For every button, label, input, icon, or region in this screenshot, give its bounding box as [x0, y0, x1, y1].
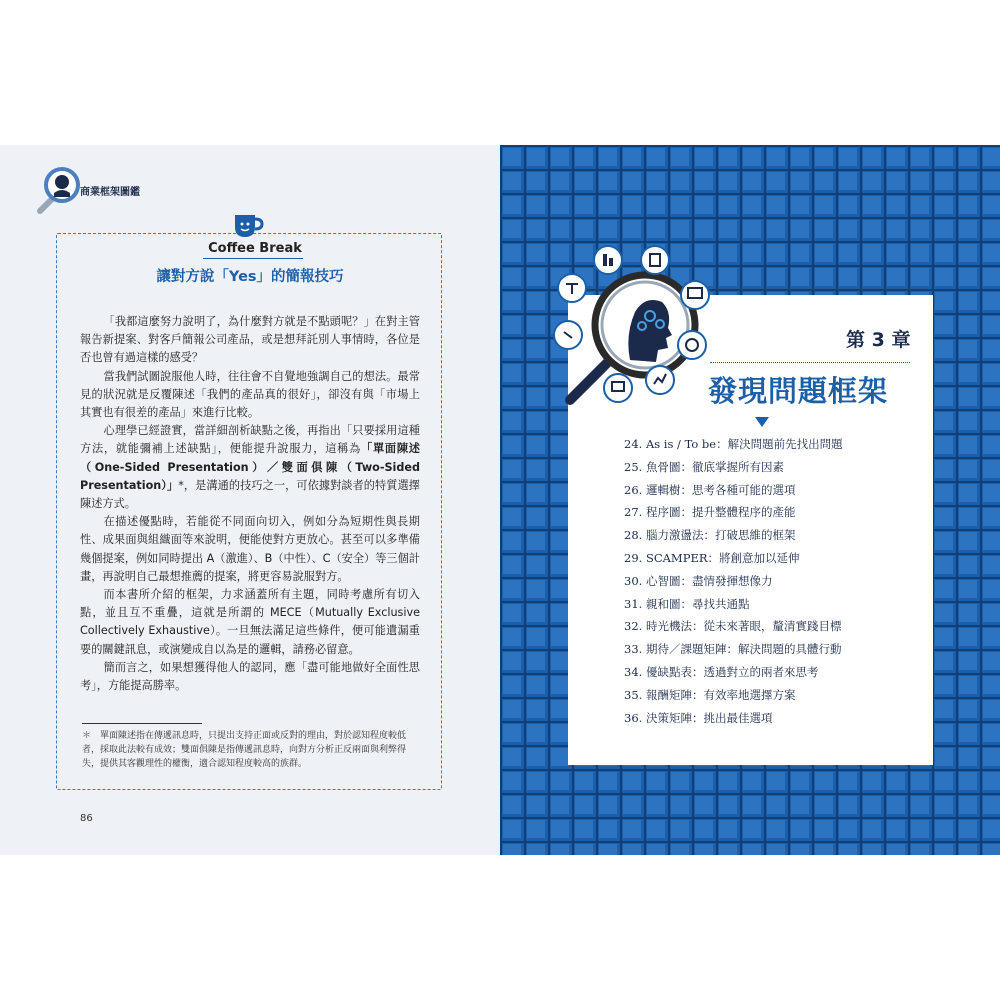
- toc-item: 31. 親和圖：尋找共通點: [624, 596, 750, 611]
- paragraph: 簡而言之，如果想獲得他人的認同，應「盡可能地做好全面性思考」，方能提高勝率。: [80, 660, 420, 693]
- chapter-title: 發現問題框架: [708, 374, 889, 408]
- coffee-break-underline: [203, 258, 303, 259]
- footnote-rule: [82, 723, 202, 724]
- toc-item: 27. 程序圖：提升整體程序的產能: [624, 505, 796, 520]
- toc-item: 25. 魚骨圖：徹底掌握所有因素: [624, 459, 784, 474]
- toc-item: 35. 報酬矩陣：有效率地選擇方案: [624, 687, 796, 702]
- table-of-contents: [624, 433, 924, 729]
- bold-term: 「單面陳述（One-Sided Presentation）／雙面俱陳（Two-Sided Presentation）」: [80, 442, 420, 492]
- left-page: [0, 145, 500, 855]
- coffee-break-label: Coffee Break: [208, 241, 302, 256]
- chapter-divider: [710, 362, 910, 363]
- toc-item: 33. 期待／課題矩陣：解決問題的具體行動: [624, 642, 842, 657]
- page-number: 86: [80, 813, 93, 824]
- toc-item: 24. As is / To be：解決問題前先找出問題: [624, 437, 843, 451]
- toc-item: 30. 心智圖：盡情發揮想像力: [624, 573, 773, 588]
- toc-item: 34. 優缺點表：透過對立的兩者來思考: [624, 664, 819, 679]
- toc-item: 29. SCAMPER：將創意加以延伸: [624, 550, 800, 565]
- paragraph: 「我都這麼努力說明了，為什麼對方就是不點頭呢？」在對主管報告新提案、對客戶簡報公司產品，或是想拜託別人事情時，各位是否也曾有過這樣的感受？: [80, 315, 420, 365]
- article-body: [80, 313, 420, 695]
- toc-item: 32. 時光機法：從未來著眼，釐清實踐目標: [624, 619, 842, 634]
- paragraph: 當我們試圖說服他人時，往往會不自覺地強調自己的想法。最常見的狀況就是反覆陳述「我們的產品真的很好」，卻沒有與「市場上其實也有很差的產品」來進行比較。: [80, 369, 420, 420]
- brand-title: 商業框架圖鑑: [80, 187, 140, 198]
- paragraph-text: 心理學已經證實，當詳細剖析缺點之後，再指出「只要採用這種方法，就能彌補上述缺點」，便能提升說服力，這稱為: [80, 424, 420, 456]
- coffee-cup-icon: [231, 211, 265, 239]
- book-spread: [0, 145, 1000, 855]
- paragraph: 在描述優點時，若能從不同面向切入，例如分為短期性與長期性、成果面與組織面等來說明，便能使對方更放心。甚至可以多準備幾個提案，例如同時提出 A（激進）、B（中性）、C（安全）等三個計畫，再說明自己最想推薦的提案，將更容易說服對方。: [80, 515, 420, 583]
- toc-item: 28. 腦力激盪法：打破思維的框架: [624, 528, 796, 543]
- paragraph-text: *，是溝通的技巧之一，可依據對談者的特質選擇陳述方式。: [80, 478, 420, 511]
- article-title: 讓對方說「Yes」的簡報技巧: [156, 269, 344, 285]
- toc-item: 26. 邏輯樹：思考各種可能的選項: [624, 482, 796, 497]
- footnote: ＊ 單面陳述指在傳遞訊息時，只提出支持正面或反對的理由，對於認知程度較低者，採取此法較有成效；雙面俱陳是指傳遞訊息時，向對方分析正反兩面與利弊得失，提供其客觀理性的權衡，適合認知程度較高的族群。: [82, 731, 407, 769]
- down-triangle-icon: [755, 417, 769, 427]
- paragraph: [80, 422, 420, 513]
- right-page: [500, 145, 1000, 855]
- toc-item: 36. 決策矩陣：挑出最佳選項: [624, 710, 773, 725]
- chapter-number: 第 3 章: [846, 329, 911, 351]
- paragraph: 而本書所介紹的框架，力求涵蓋所有主題，同時考慮所有切入點，並且互不重疊，這就是所謂的 MECE（Mutually Exclusive Collectively Exhaustive）。一旦無法滿足這些條件，便可能遺漏重要的關鍵訊息，或演變成自以為是的邏輯，請務必留意。: [80, 588, 420, 656]
